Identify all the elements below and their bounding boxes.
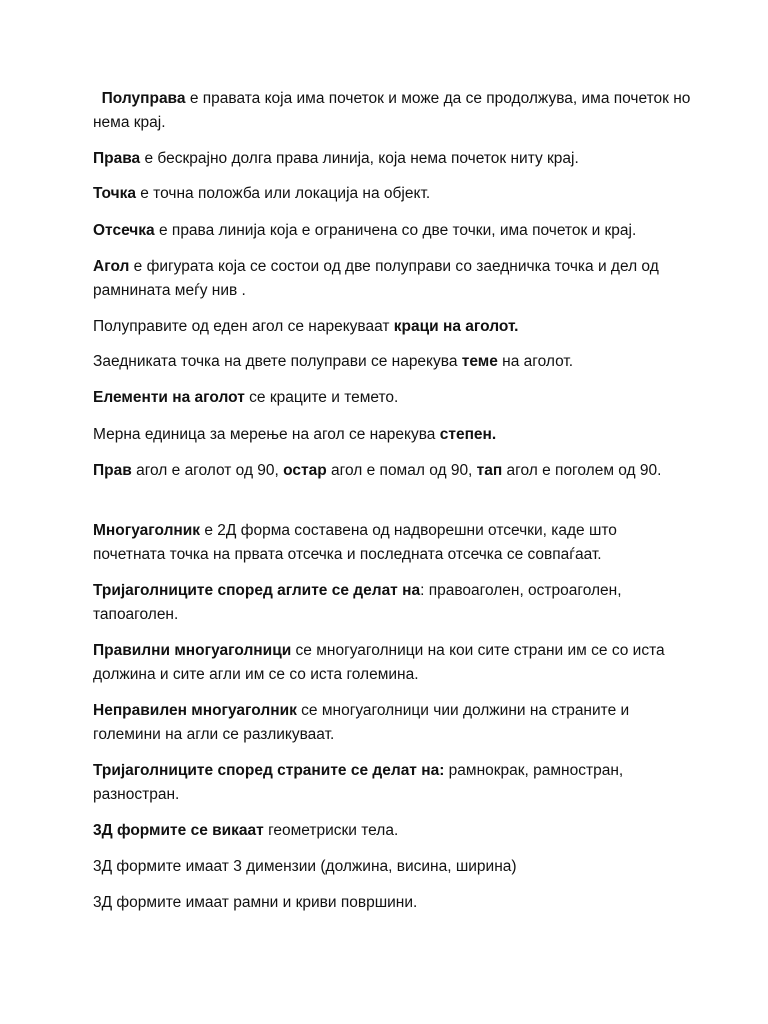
text-run: е права линија која е ограничена со две точки, има почеток и крај. <box>154 222 637 239</box>
text-run: агол е поголем од 90. <box>502 462 662 479</box>
text-run: агол е помал од 90, <box>326 462 477 479</box>
term-bold: Полуправа <box>101 90 186 107</box>
text-run: Мерна единица за мерење на агол се нарекува <box>93 426 440 443</box>
paragraph-nepravilen <box>93 699 693 747</box>
paragraph-poluprava <box>93 87 693 135</box>
paragraph-kraci <box>93 315 693 339</box>
text-run: Заедниката точка на двете полуправи се нарекува <box>93 353 462 370</box>
term-bold: Елементи на аголот <box>93 389 245 406</box>
paragraph-tocka <box>93 182 693 206</box>
paragraph-prava <box>93 147 693 171</box>
term-bold: Прав <box>93 462 132 479</box>
term-bold: теме <box>461 353 498 370</box>
paragraph-otsecka <box>93 219 693 243</box>
term-bold: Агол <box>93 258 130 275</box>
text-run: е точна положба или локација на објект. <box>135 185 431 202</box>
term-bold: Точка <box>93 185 136 202</box>
text-run: се многуаголници чии должини на страните и големини на агли се разликуваат. <box>93 702 630 743</box>
text-run: : правоаголен, остроаголен, тапоаголен. <box>93 582 622 623</box>
term-bold: Неправилен многуаголник <box>93 702 297 719</box>
paragraph-3d-povrsini <box>93 891 693 915</box>
term-bold: Тријаголниците според аглите се делат на <box>93 582 421 599</box>
text-run: се краците и темето. <box>244 389 399 406</box>
term-bold: Правилни многуаголници <box>93 642 292 659</box>
paragraph-stepen <box>93 423 693 447</box>
paragraph-3d-dimenzii <box>93 855 693 879</box>
term-bold: Тријаголниците според страните се делат на: <box>93 762 445 779</box>
paragraph-trijagolnici-agli <box>93 579 693 627</box>
text-run: на аголот. <box>497 353 574 370</box>
text-run: е фигурата која се состои од две полуправи со заедничка точка и дел од рамнината меѓу нив . <box>93 258 659 299</box>
text-run: геометриски тела. <box>263 822 399 839</box>
term-bold: 3Д формите се викаат <box>93 822 264 839</box>
text-run: е правата која има почеток и може да се продолжува, има почеток но нема крај. <box>93 90 691 131</box>
paragraph-agol <box>93 255 693 303</box>
paragraph-trijagolnici-strani <box>93 759 693 807</box>
text-run: Полуправите од еден агол се нарекуваат <box>93 318 394 335</box>
text-run: се многуаголници на кои сите страни им се со иста должина и сите агли им се со иста големина. <box>93 642 665 683</box>
text-run: е 2Д форма составена од надворешни отсечки, каде што почетната точка на првата отсечка и последната отсечка се совпаѓаат. <box>93 522 617 563</box>
paragraph-pravilni <box>93 639 693 687</box>
term-bold: тап <box>476 462 503 479</box>
paragraph-mnoguagolnik <box>93 519 693 567</box>
text-run: е бескрајно долга права линија, која нема почеток ниту крај. <box>140 150 579 167</box>
paragraph-3d-tela <box>93 819 693 843</box>
paragraph-vidovi-agli <box>93 459 693 483</box>
term-bold: краци на аголот. <box>393 318 519 335</box>
term-bold: Отсечка <box>93 222 155 239</box>
paragraph-teme <box>93 350 693 374</box>
text-run: рамнокрак, рамностран, разностран. <box>93 762 624 803</box>
term-bold: Права <box>93 150 141 167</box>
text-run: 3Д формите имаат рамни и криви површини. <box>93 894 418 911</box>
term-bold: степен. <box>439 426 497 443</box>
text-run: агол е аголот од 90, <box>131 462 284 479</box>
term-bold: остар <box>283 462 327 479</box>
term-bold: Многуаголник <box>93 522 201 539</box>
text-run: 3Д формите имаат 3 димензии (должина, висина, ширина) <box>93 858 517 875</box>
paragraph-elementi <box>93 386 693 410</box>
text-run <box>93 90 102 107</box>
